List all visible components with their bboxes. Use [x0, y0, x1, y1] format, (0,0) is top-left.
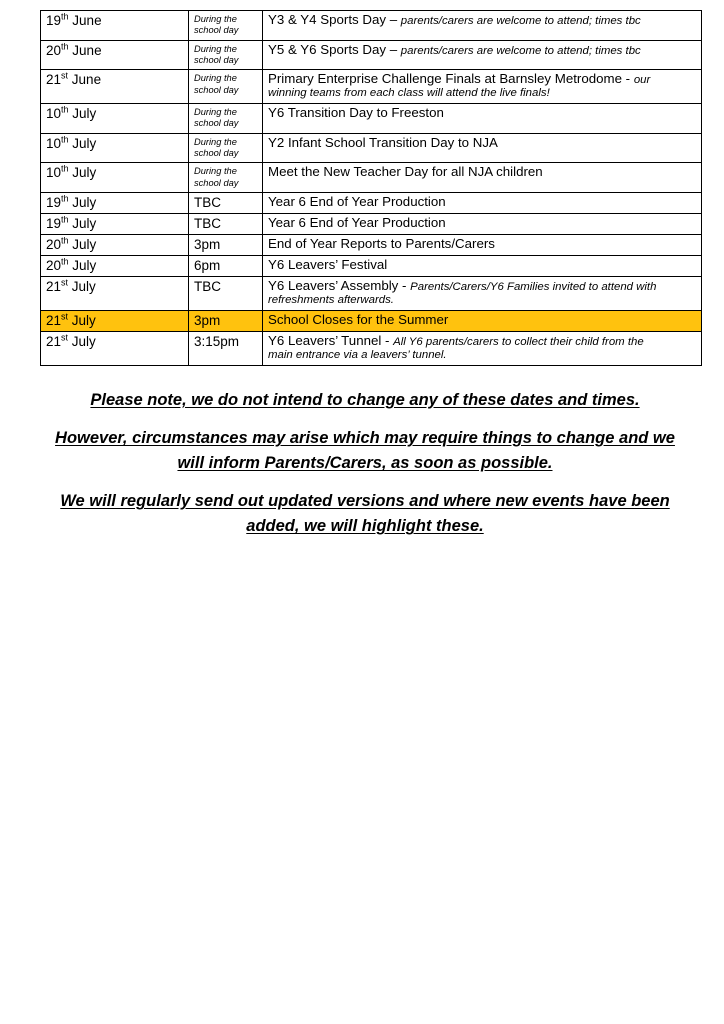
event-date-cell	[41, 256, 189, 277]
event-description-main: Meet the New Teacher Day for all NJA children	[268, 164, 543, 180]
event-description-italic: All Y6 parents/carers to collect their child from the	[393, 336, 644, 349]
event-date-day: 10	[46, 105, 62, 121]
event-description-main: Y6 Leavers’ Tunnel -	[268, 333, 394, 349]
event-description-main: Y6 Leavers’ Festival	[268, 257, 388, 273]
event-date-cell	[41, 103, 189, 133]
event-date-month: June	[68, 13, 102, 28]
event-date-month: July	[68, 165, 97, 181]
event-time-text: 6pm	[194, 258, 221, 274]
event-date-day: 19	[46, 13, 62, 28]
table-row	[41, 40, 702, 70]
event-date-month: July	[68, 216, 97, 232]
event-time-text: During the school day	[194, 43, 239, 65]
note-text: Please note, we do not intend to change any of these dates and times.	[90, 391, 640, 409]
event-date-day: 21	[46, 334, 62, 350]
event-date-day: 10	[46, 135, 62, 151]
event-time-text: TBC	[194, 279, 221, 295]
table-row	[41, 256, 702, 277]
event-description-main: Y6 Leavers’ Assembly -	[268, 278, 411, 294]
event-time-text: During the school day	[194, 166, 239, 188]
event-time-text: 3pm	[194, 313, 221, 329]
event-date-cell	[41, 192, 189, 213]
event-date-cell	[41, 133, 189, 163]
event-description-main: Y2 Infant School Transition Day to NJA	[268, 134, 498, 150]
note-text: However, circumstances may arise which may require things to change and we will inform Parents/Carers, as soon as possible.	[55, 429, 675, 473]
schedule-table-body	[41, 11, 702, 366]
event-date-month: July	[68, 313, 96, 329]
event-description-main: Y6 Transition Day to Freeston	[268, 104, 444, 120]
event-date-day: 10	[46, 165, 62, 181]
table-row	[41, 235, 702, 256]
event-time-cell	[189, 235, 263, 256]
event-date-month: July	[68, 279, 96, 295]
event-time-text: During the school day	[194, 73, 239, 95]
event-time-cell	[189, 133, 263, 163]
table-row	[41, 133, 702, 163]
event-date-cell	[41, 11, 189, 41]
event-date-day: 21	[46, 72, 62, 88]
event-date-day: 21	[46, 279, 62, 295]
event-date-month: July	[68, 237, 97, 253]
schedule-table	[40, 10, 702, 366]
event-date-ordinal: st	[61, 277, 69, 288]
event-date-day: 19	[46, 194, 62, 210]
event-description-note: main entrance via a leavers’ tunnel.	[268, 349, 447, 362]
event-time-cell	[189, 163, 263, 193]
event-date-ordinal: th	[61, 193, 69, 204]
event-description-italic: our	[633, 74, 651, 87]
event-description-cell	[263, 11, 702, 41]
event-date-month: July	[68, 194, 97, 210]
event-description-main: School Closes for the Summer	[268, 312, 449, 328]
notes-section	[40, 388, 690, 552]
event-date-day: 19	[46, 216, 62, 232]
event-date-ordinal: th	[61, 41, 69, 52]
event-description-cell	[263, 133, 702, 163]
event-time-text: 3pm	[194, 237, 221, 253]
event-description-cell	[263, 311, 702, 332]
event-date-ordinal: st	[61, 332, 69, 343]
note-line	[40, 388, 690, 413]
event-description-main: Year 6 End of Year Production	[268, 215, 446, 231]
table-row	[41, 332, 702, 366]
event-description-italic: parents/carers are welcome to attend; times tbc	[400, 15, 641, 27]
event-date-cell	[41, 214, 189, 235]
table-row	[41, 103, 702, 133]
event-description-cell	[263, 235, 702, 256]
event-time-text: TBC	[194, 216, 221, 232]
event-time-cell	[189, 40, 263, 70]
event-description-cell	[263, 256, 702, 277]
schedule-table-container	[40, 10, 701, 366]
event-date-day: 20	[46, 237, 62, 253]
event-date-month: July	[68, 334, 96, 350]
event-time-text: During the school day	[194, 14, 239, 36]
note-line	[40, 489, 690, 539]
event-time-cell	[189, 332, 263, 366]
event-description-italic: parents/carers are welcome to attend; times tbc	[400, 44, 641, 57]
event-description-main: Y3 & Y4 Sports Day –	[268, 12, 401, 27]
event-date-month: July	[68, 258, 97, 274]
event-date-month: July	[68, 135, 97, 151]
event-time-text: TBC	[194, 194, 221, 210]
event-time-cell	[189, 311, 263, 332]
event-description-cell	[263, 332, 702, 366]
table-row	[41, 163, 702, 193]
table-row	[41, 11, 702, 41]
event-date-cell	[41, 235, 189, 256]
event-description-italic: Parents/Carers/Y6 Families invited to attend with	[410, 281, 657, 294]
event-description-main: Year 6 End of Year Production	[268, 193, 446, 209]
event-date-day: 20	[46, 42, 62, 58]
event-description-cell	[263, 214, 702, 235]
event-date-month: June	[68, 42, 102, 58]
note-line	[40, 426, 690, 476]
event-time-cell	[189, 11, 263, 41]
event-date-ordinal: th	[61, 235, 69, 246]
event-time-cell	[189, 103, 263, 133]
event-date-ordinal: st	[61, 70, 69, 81]
note-text: We will regularly send out updated versions and where new events have been added, we will highlight these.	[60, 492, 670, 536]
event-description-cell	[263, 192, 702, 213]
event-date-ordinal: th	[61, 163, 69, 174]
event-time-text: During the school day	[194, 106, 239, 129]
table-row	[41, 214, 702, 235]
event-date-day: 21	[46, 313, 62, 329]
event-time-cell	[189, 277, 263, 311]
table-row	[41, 311, 702, 332]
event-description-cell	[263, 103, 702, 133]
event-time-text: During the school day	[194, 136, 239, 158]
event-date-ordinal: th	[61, 256, 69, 267]
table-row	[41, 70, 702, 104]
event-date-month: June	[68, 72, 102, 88]
event-date-ordinal: st	[61, 311, 69, 322]
event-time-cell	[189, 70, 263, 104]
event-time-cell	[189, 256, 263, 277]
event-date-day: 20	[46, 258, 62, 274]
event-description-main: Y5 & Y6 Sports Day –	[268, 41, 401, 57]
event-date-cell	[41, 277, 189, 311]
event-description-main: Primary Enterprise Challenge Finals at Barnsley Metrodome -	[268, 71, 634, 87]
event-date-ordinal: th	[61, 134, 69, 145]
event-description-cell	[263, 40, 702, 70]
event-time-cell	[189, 192, 263, 213]
event-time-cell	[189, 214, 263, 235]
event-date-cell	[41, 70, 189, 104]
event-date-cell	[41, 311, 189, 332]
event-date-ordinal: th	[61, 11, 69, 22]
event-date-ordinal: th	[61, 214, 69, 225]
event-date-cell	[41, 40, 189, 70]
event-description-note: winning teams from each class will attend the live finals!	[268, 87, 550, 100]
event-description-main: End of Year Reports to Parents/Carers	[268, 236, 495, 252]
event-description-cell	[263, 277, 702, 311]
event-date-month: July	[68, 105, 97, 121]
event-time-text: 3:15pm	[194, 334, 240, 350]
event-date-ordinal: th	[61, 104, 69, 115]
event-description-note: refreshments afterwards.	[268, 294, 394, 307]
table-row	[41, 192, 702, 213]
table-row	[41, 277, 702, 311]
event-description-cell	[263, 70, 702, 104]
event-date-cell	[41, 163, 189, 193]
event-description-cell	[263, 163, 702, 193]
event-date-cell	[41, 332, 189, 366]
